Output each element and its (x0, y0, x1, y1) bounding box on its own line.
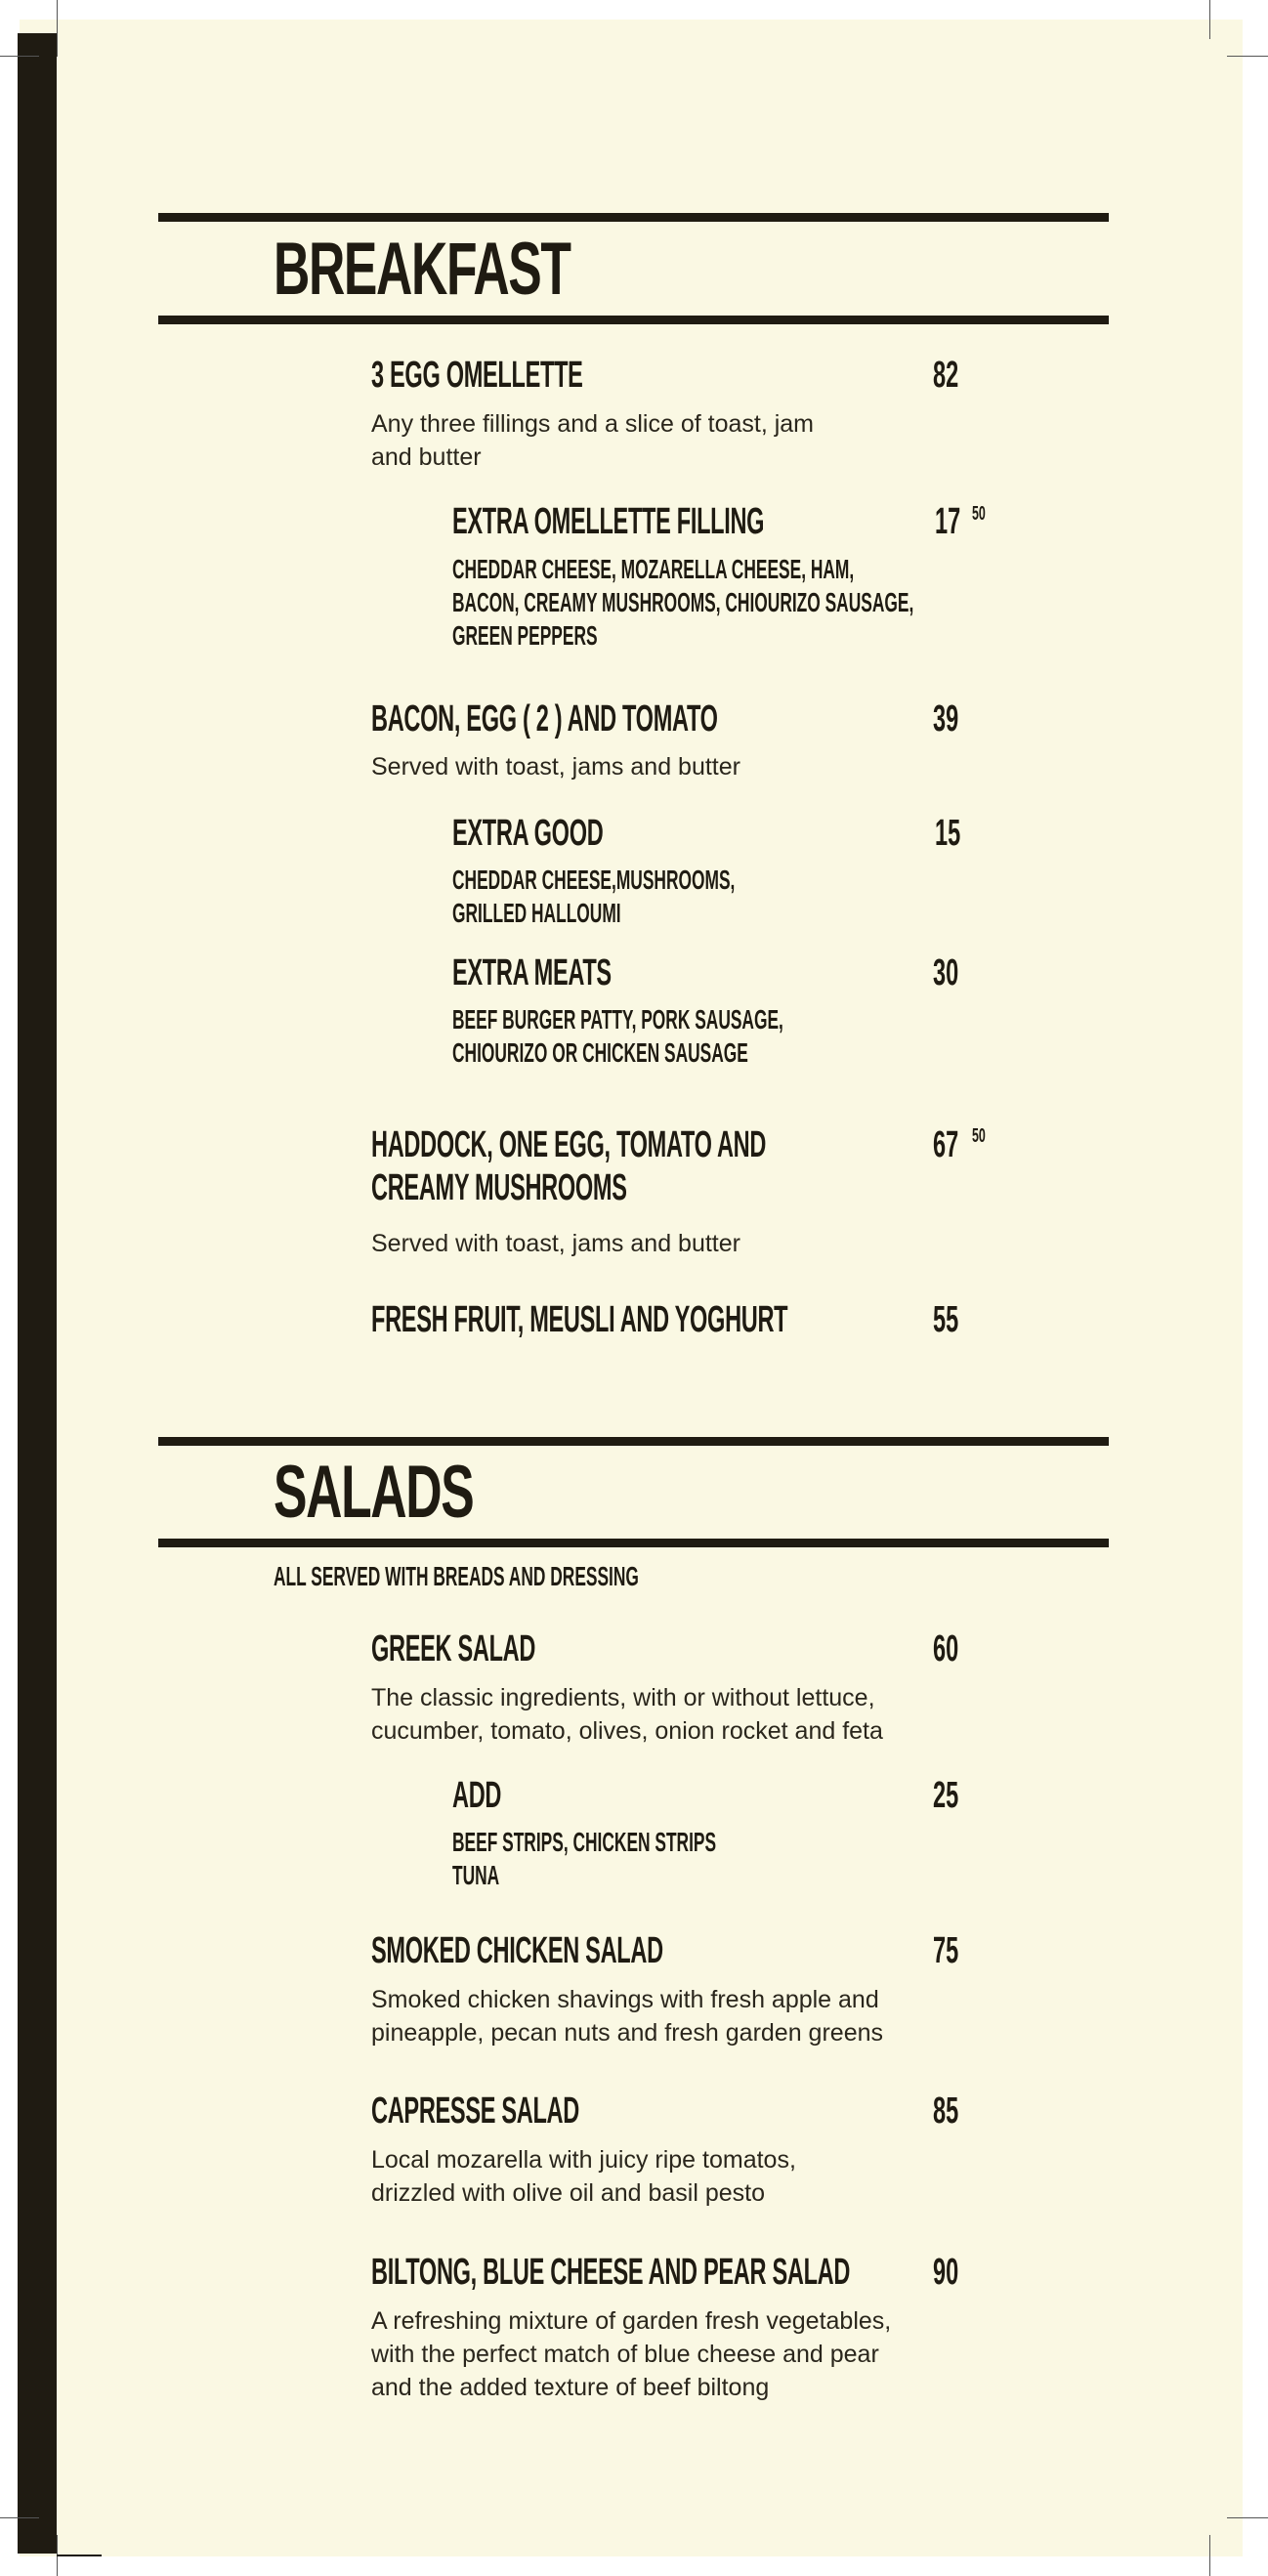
menu-item-options: GRILLED HALLOUMI (452, 898, 621, 928)
crop-mark (1209, 2535, 1210, 2576)
menu-item-description: drizzled with olive oil and basil pesto (371, 2179, 765, 2207)
menu-item-description: Served with toast, jams and butter (371, 1230, 740, 1257)
menu-item-price: 82 (933, 355, 959, 396)
menu-item-price: 60 (933, 1628, 959, 1669)
menu-item-price: 25 (933, 1775, 959, 1816)
menu-item-price: 85 (933, 2090, 959, 2132)
menu-item-price: 75 (933, 1930, 959, 1971)
menu-item-name: SMOKED CHICKEN SALAD (371, 1930, 663, 1971)
menu-item-price: 17 (935, 501, 961, 542)
section-top-rule (158, 213, 1109, 222)
menu-item-options: CHEDDAR CHEESE,MUSHROOMS, (452, 865, 736, 895)
section-bottom-rule (158, 1539, 1109, 1547)
crop-mark (0, 2517, 39, 2518)
menu-item-name: GREEK SALAD (371, 1628, 536, 1669)
crop-mark (57, 2555, 102, 2556)
menu-item-price: 39 (933, 698, 959, 739)
menu-item-price-cents: 50 (972, 503, 986, 525)
menu-item-price: 67 (933, 1124, 959, 1165)
breakfast-heading: BREAKFAST (274, 228, 571, 311)
menu-item-price-cents: 50 (972, 1125, 986, 1147)
crop-mark (0, 56, 39, 57)
menu-item-price: 30 (933, 952, 959, 993)
menu-item-options: CHEDDAR CHEESE, MOZARELLA CHEESE, HAM, (452, 554, 855, 584)
menu-item-name: CAPRESSE SALAD (371, 2090, 579, 2132)
menu-item-description: A refreshing mixture of garden fresh vegetables, (371, 2307, 892, 2335)
crop-mark (1227, 56, 1268, 57)
menu-item-options: BACON, CREAMY MUSHROOMS, CHIOURIZO SAUSAGE, (452, 587, 914, 617)
menu-item-name: CREAMY MUSHROOMS (371, 1167, 627, 1208)
menu-item-description: and the added texture of beef biltong (371, 2374, 770, 2401)
menu-item-description: Local mozarella with juicy ripe tomatos, (371, 2146, 796, 2174)
menu-item-price: 15 (935, 813, 961, 854)
menu-item-price: 90 (933, 2252, 959, 2293)
menu-item-description: cucumber, tomato, olives, onion rocket and feta (371, 1717, 883, 1745)
menu-item-name: EXTRA GOOD (452, 813, 604, 854)
section-bottom-rule (158, 316, 1109, 324)
menu-item-options: BEEF BURGER PATTY, PORK SAUSAGE, (452, 1004, 783, 1035)
menu-item-name: EXTRA OMELLETTE FILLING (452, 501, 765, 542)
menu-item-name: BACON, EGG ( 2 ) AND TOMATO (371, 698, 718, 739)
crop-mark (1209, 0, 1210, 39)
menu-item-description: with the perfect match of blue cheese and pear (371, 2341, 879, 2368)
menu-item-description: The classic ingredients, with or without lettuce, (371, 1684, 875, 1711)
menu-item-name: HADDOCK, ONE EGG, TOMATO AND (371, 1124, 767, 1165)
menu-item-description: Smoked chicken shavings with fresh apple and (371, 1986, 879, 2013)
menu-item-options: GREEN PEPPERS (452, 620, 598, 651)
salads-heading: SALADS (274, 1451, 474, 1534)
menu-item-description: Served with toast, jams and butter (371, 753, 740, 781)
menu-item-options: CHIOURIZO OR CHICKEN SAUSAGE (452, 1037, 748, 1068)
menu-item-options: BEEF STRIPS, CHICKEN STRIPS (452, 1827, 717, 1857)
salads-note: ALL SERVED WITH BREADS AND DRESSING (274, 1561, 639, 1591)
section-top-rule (158, 1437, 1109, 1446)
menu-item-name: FRESH FRUIT, MEUSLI AND YOGHURT (371, 1299, 788, 1340)
menu-item-description: and butter (371, 443, 482, 471)
menu-item-description: Any three fillings and a slice of toast, jam (371, 410, 815, 438)
crop-mark (57, 0, 58, 57)
menu-item-options: TUNA (452, 1860, 500, 1890)
menu-spine-bar (18, 33, 57, 2554)
menu-item-name: BILTONG, BLUE CHEESE AND PEAR SALAD (371, 2252, 851, 2293)
crop-mark (1227, 2517, 1268, 2518)
menu-item-description: pineapple, pecan nuts and fresh garden greens (371, 2019, 883, 2047)
menu-item-name: 3 EGG OMELLETTE (371, 355, 583, 396)
menu-item-price: 55 (933, 1299, 959, 1340)
menu-item-name: EXTRA MEATS (452, 952, 612, 993)
menu-item-name: ADD (452, 1775, 502, 1816)
